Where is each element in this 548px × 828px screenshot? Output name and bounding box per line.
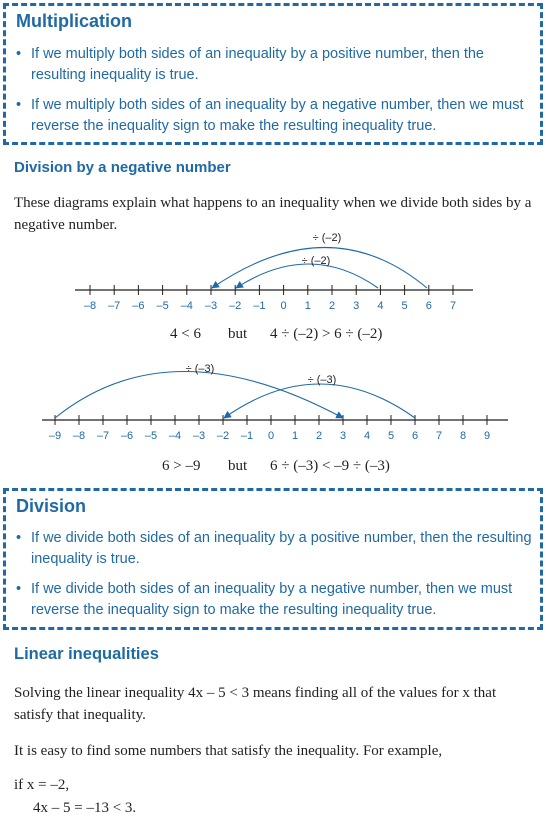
number-line-tick-label: 4 (377, 300, 384, 312)
linear-if-line: if x = –2, (14, 777, 70, 793)
number-line-tick-label: –3 (192, 430, 206, 442)
number-line-tick-label: –3 (204, 300, 218, 312)
number-line-tick-label: –1 (240, 430, 254, 442)
division-bullet-text: If we divide both sides of an inequality by a negative number, then we must reverse the inequality sign to make the resulting inequality true. (31, 581, 513, 618)
arc-inner-label: ÷ (–2) (301, 255, 331, 267)
diagram1-caption-mid: but (228, 326, 248, 342)
bullet-dot-icon: • (16, 97, 22, 113)
multiplication-bullet-positive (16, 44, 532, 86)
arc-outer-label: ÷ (–2) (312, 232, 342, 244)
number-line-tick-label: 5 (387, 430, 395, 442)
division-negative-intro: These diagrams explain what happens to an inequality when we divide both sides by a negative number. (14, 195, 532, 233)
number-line-tick-label: 5 (401, 300, 408, 312)
multiplication-bullet-text: If we multiply both sides of an inequality by a negative number, then we must reverse the inequality sign to make the resulting inequality true. (31, 97, 524, 134)
number-line-tick-label: 3 (353, 300, 360, 312)
division-negative-heading: Division by a negative number (14, 159, 231, 176)
division-title: Division (16, 496, 87, 516)
multiplication-box (3, 3, 543, 145)
number-line-tick-label: 2 (315, 430, 323, 442)
diagram1-caption-right: 4 ÷ (–2) > 6 ÷ (–2) (270, 326, 383, 342)
arc-right-label: ÷ (–3) (307, 374, 337, 386)
number-line-tick-label: –9 (48, 430, 62, 442)
number-line-tick-label: 8 (459, 430, 467, 442)
number-line-tick-label: –7 (96, 430, 110, 442)
number-line-tick-label: –8 (83, 300, 97, 312)
number-line-tick-label: 1 (291, 430, 299, 442)
diagram2-caption-left: 6 > –9 (162, 458, 201, 474)
number-line-diagram-2 (0, 355, 548, 445)
number-line-tick-label: 6 (411, 430, 419, 442)
number-line-tick-label: –7 (108, 300, 121, 312)
bullet-dot-icon: • (16, 46, 22, 62)
diagram2-caption-right: 6 ÷ (–3) < –9 ÷ (–3) (270, 458, 390, 474)
number-line-tick-label: –4 (180, 300, 193, 312)
number-line-tick-label: –1 (253, 300, 266, 312)
arc-right-6-to-minus2 (224, 384, 415, 418)
linear-inequalities-heading: Linear inequalities (14, 645, 159, 663)
number-line-tick-label: –8 (72, 430, 86, 442)
bullet-dot-icon: • (16, 530, 22, 546)
multiplication-bullet-text: If we multiply both sides of an inequality by a positive number, then the resulting inequality is true. (31, 46, 484, 83)
number-line-tick-label: –4 (168, 430, 182, 442)
diagram2-caption-mid: but (228, 458, 248, 474)
linear-para-2: It is easy to find some numbers that satisfy the inequality. For example, (14, 743, 443, 759)
number-line-tick-label: 6 (425, 300, 432, 312)
arc-outer-6-to-minus3 (212, 248, 427, 289)
number-line-tick-label: –5 (144, 430, 158, 442)
arc-left-minus9-to-3 (55, 372, 343, 419)
arc-inner-4-to-minus2 (236, 264, 378, 288)
division-box (3, 488, 543, 630)
division-bullet-positive (16, 528, 532, 570)
multiplication-title: Multiplication (16, 11, 132, 31)
number-line-tick-label: 7 (449, 300, 457, 312)
diagram1-caption-left: 4 < 6 (170, 326, 201, 342)
number-line-tick-label: 4 (363, 430, 371, 442)
number-line-tick-label: 7 (435, 430, 443, 442)
number-line-tick-label: –6 (132, 300, 145, 312)
bullet-dot-icon: • (16, 581, 22, 597)
number-line-tick-label: 1 (304, 300, 311, 312)
number-line-tick-label: –5 (156, 300, 169, 312)
number-line-tick-label: –2 (229, 300, 242, 312)
division-bullet-text: If we divide both sides of an inequality by a positive number, then the resulting inequality is true. (31, 530, 532, 567)
linear-para-1: Solving the linear inequality 4x – 5 < 3 means finding all of the values for x that satisfy that inequality. (14, 685, 497, 723)
number-line-tick-label: –6 (120, 430, 134, 442)
multiplication-bullet-negative (16, 95, 532, 137)
number-line-tick-label: 0 (280, 300, 287, 312)
number-line-tick-label: –2 (216, 430, 230, 442)
number-line-tick-label: 3 (339, 430, 347, 442)
linear-result-line: 4x – 5 = –13 < 3. (33, 800, 137, 816)
division-bullet-negative (16, 579, 532, 621)
arc-left-label: ÷ (–3) (185, 363, 215, 375)
number-line-tick-label: 2 (328, 300, 336, 312)
number-line-tick-label: 0 (267, 430, 275, 442)
number-line-tick-label: 9 (483, 430, 491, 442)
